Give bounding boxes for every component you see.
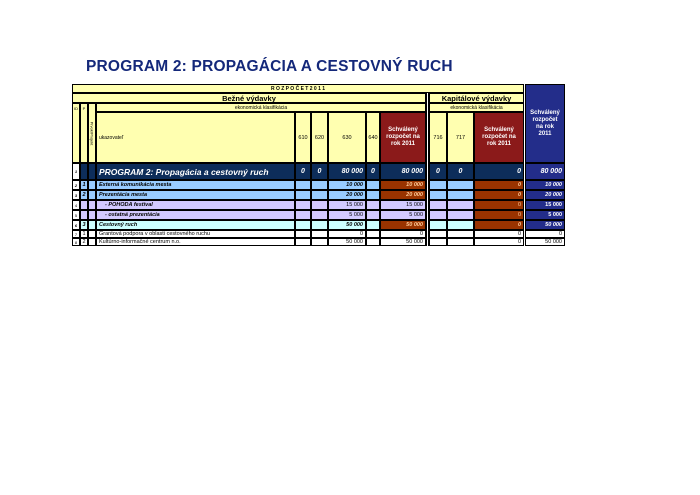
cell-total: 50 000 [525, 238, 565, 246]
cell-cur: 50 000 [380, 220, 426, 230]
cell-v620 [311, 230, 328, 238]
current-expenses-header: Bežné výdavky [72, 93, 426, 103]
cell-p: 2 [80, 190, 88, 200]
approved-total-header: Schválený rozpočet na rok 2011 [525, 84, 565, 163]
cell-v610 [295, 190, 311, 200]
cell-cur: 10 000 [380, 180, 426, 190]
cell-v640: 0 [366, 163, 380, 180]
cell-name: PROGRAM 2: Propagácia a cestovný ruch [96, 163, 295, 180]
cell-n: 8 [72, 238, 80, 246]
cell-cur: 0 [380, 230, 426, 238]
cell-v717 [447, 200, 474, 210]
cell-p: 1 [80, 230, 88, 238]
cell-v716 [429, 230, 447, 238]
col-610-header: 610 [295, 112, 311, 163]
cell-v716 [429, 238, 447, 246]
cell-v620 [311, 190, 328, 200]
cell-v640 [366, 190, 380, 200]
cell-n: 2 [72, 180, 80, 190]
cell-cur: 15 000 [380, 200, 426, 210]
cell-v630: 50 000 [328, 238, 366, 246]
cell-v716 [429, 190, 447, 200]
cell-n: 3 [72, 190, 80, 200]
cell-v717 [447, 220, 474, 230]
ukazovatel-header: ukazovateľ [96, 112, 295, 163]
cell-v620: 0 [311, 163, 328, 180]
cell-p [80, 163, 88, 180]
page-title: PROGRAM 2: PROPAGÁCIA A CESTOVNÝ RUCH [86, 58, 453, 75]
cell-v716 [429, 220, 447, 230]
cell-cap: 0 [474, 163, 524, 180]
cell-e [88, 220, 96, 230]
cell-v640 [366, 200, 380, 210]
cell-v717 [447, 180, 474, 190]
cell-cap: 0 [474, 200, 524, 210]
id-label: ID [74, 106, 78, 111]
cell-v640 [366, 230, 380, 238]
cell-e [88, 163, 96, 180]
cell-v640 [366, 238, 380, 246]
col-620-header: 620 [311, 112, 328, 163]
cell-v620 [311, 220, 328, 230]
cell-name: Kultúrno-informačné centrum n.o. [96, 238, 295, 246]
cell-total: 15 000 [525, 200, 565, 210]
cell-p: 1 [80, 180, 88, 190]
approved-current-header: Schválený rozpočet na rok 2011 [380, 112, 426, 163]
cell-name: Cestovný ruch [96, 220, 295, 230]
cell-v716 [429, 210, 447, 220]
cell-v640 [366, 180, 380, 190]
cell-cur: 50 000 [380, 238, 426, 246]
cell-v610 [295, 180, 311, 190]
col-640-header: 640 [366, 112, 380, 163]
cell-v620 [311, 210, 328, 220]
cell-v630: 0 [328, 230, 366, 238]
cell-v610 [295, 210, 311, 220]
cell-cap: 0 [474, 210, 524, 220]
cell-p [80, 200, 88, 210]
cell-v716: 0 [429, 163, 447, 180]
cell-total: 10 000 [525, 180, 565, 190]
cell-total: 50 000 [525, 220, 565, 230]
cell-n: 6 [72, 220, 80, 230]
cell-n: 5 [72, 210, 80, 220]
cell-v717 [447, 230, 474, 238]
cell-total: 5 000 [525, 210, 565, 220]
cell-v630: 80 000 [328, 163, 366, 180]
cell-cap: 0 [474, 190, 524, 200]
cell-cur: 80 000 [380, 163, 426, 180]
cell-v620 [311, 238, 328, 246]
id-column-header [72, 103, 80, 163]
cell-e [88, 180, 96, 190]
budget-year-band: R O Z P O Č E T 2 0 1 1 [72, 84, 524, 93]
col-717-header: 717 [447, 112, 474, 163]
cell-e [88, 200, 96, 210]
econ-class-label-current: ekonomická klasifikácia [96, 103, 426, 112]
cell-cap: 0 [474, 230, 524, 238]
cell-p: 3 [80, 220, 88, 230]
cell-name: Externá komunikácia mesta [96, 180, 295, 190]
cell-cap: 0 [474, 238, 524, 246]
cell-v630: 50 000 [328, 220, 366, 230]
cell-total: 80 000 [525, 163, 565, 180]
cell-total: 0 [525, 230, 565, 238]
cell-n: 1 [72, 163, 80, 180]
cell-e [88, 210, 96, 220]
p-column-header [80, 103, 88, 163]
prvok-label: Prvok/Projekt [89, 121, 95, 145]
cell-cur: 20 000 [380, 190, 426, 200]
cell-v630: 20 000 [328, 190, 366, 200]
cell-v620 [311, 200, 328, 210]
cell-name: Prezentácia mesta [96, 190, 295, 200]
cell-cap: 0 [474, 180, 524, 190]
capital-expenses-header: Kapitálové výdavky [429, 93, 524, 103]
cell-v717 [447, 190, 474, 200]
cell-n: 7 [72, 230, 80, 238]
cell-cap: 0 [474, 220, 524, 230]
cell-name: - ostatná prezentácia [96, 210, 295, 220]
cell-n: 4 [72, 200, 80, 210]
cell-e [88, 238, 96, 246]
cell-name: Grantová podpora v oblasti cestovného ruchu [96, 230, 295, 238]
cell-e [88, 190, 96, 200]
cell-v610: 0 [295, 163, 311, 180]
p-label: P [82, 106, 86, 111]
cell-v716 [429, 200, 447, 210]
cell-v717 [447, 238, 474, 246]
cell-v620 [311, 180, 328, 190]
cell-v610 [295, 220, 311, 230]
cell-cur: 5 000 [380, 210, 426, 220]
cell-name: - POHODA festival [96, 200, 295, 210]
cell-total: 20 000 [525, 190, 565, 200]
econ-class-label-capital: ekonomická klasifikácia [429, 103, 524, 112]
cell-v610 [295, 238, 311, 246]
cell-v640 [366, 210, 380, 220]
approved-capital-header: Schválený rozpočet na rok 2011 [474, 112, 524, 163]
cell-v630: 15 000 [328, 200, 366, 210]
col-630-header: 630 [328, 112, 366, 163]
col-716-header: 716 [429, 112, 447, 163]
cell-v630: 10 000 [328, 180, 366, 190]
cell-p [80, 210, 88, 220]
cell-v717: 0 [447, 163, 474, 180]
cell-v640 [366, 220, 380, 230]
cell-v717 [447, 210, 474, 220]
cell-v630: 5 000 [328, 210, 366, 220]
cell-v716 [429, 180, 447, 190]
cell-e [88, 230, 96, 238]
cell-v610 [295, 230, 311, 238]
cell-p: 2 [80, 238, 88, 246]
cell-v610 [295, 200, 311, 210]
prvok-column-header [88, 103, 96, 163]
